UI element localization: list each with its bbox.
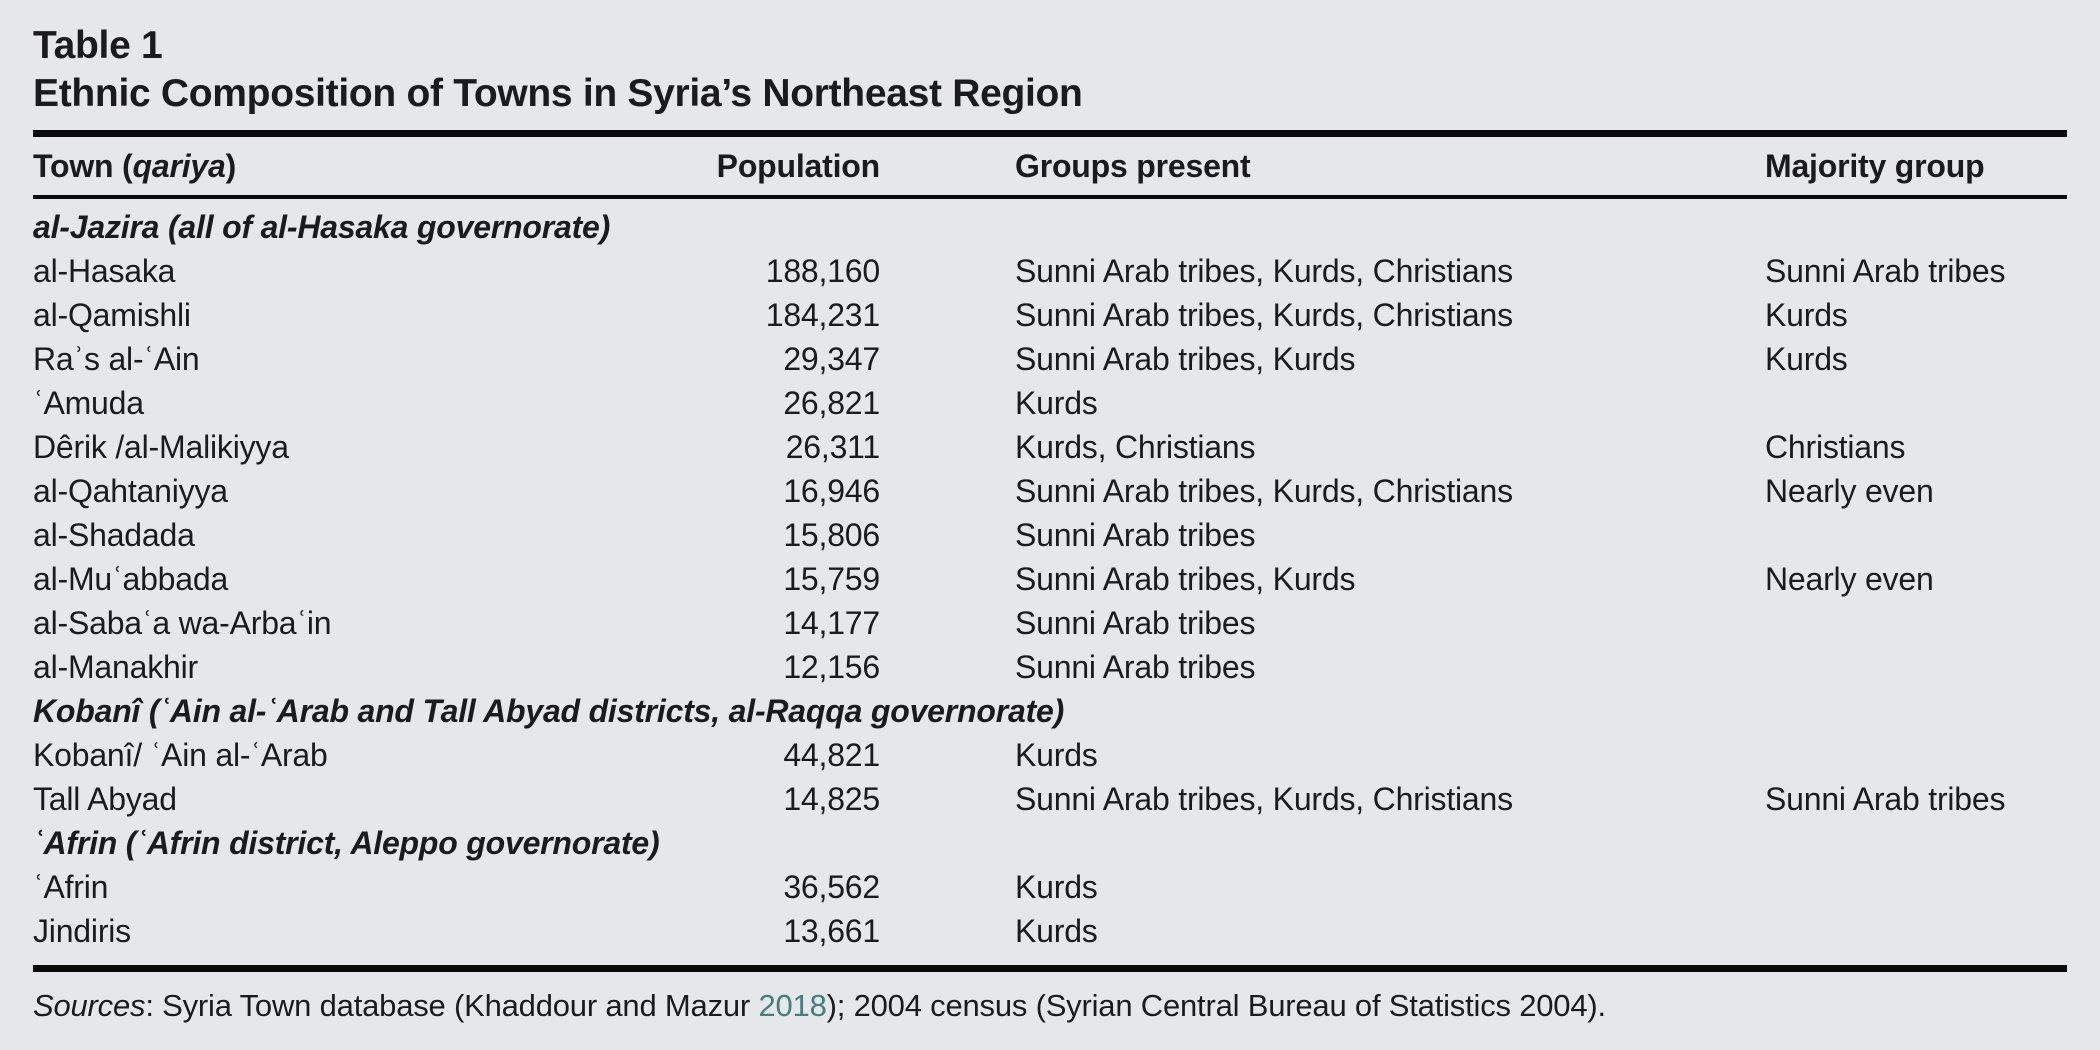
table-row xyxy=(33,601,2067,645)
table-title-block xyxy=(33,22,2067,118)
town-cell: al-Muʿabbada xyxy=(33,560,229,597)
population-cell: 16,946 xyxy=(783,472,880,509)
column-header-majority-group: Majority group xyxy=(1765,134,2067,198)
population-cell: 44,821 xyxy=(783,736,880,773)
sources-text-post: ); 2004 census (Syrian Central Bureau of Statistics 2004). xyxy=(826,988,1606,1023)
section-header-label: ʿAfrin (ʿAfrin district, Aleppo governorate) xyxy=(33,824,660,861)
population-cell: 14,825 xyxy=(783,780,880,817)
population-cell: 184,231 xyxy=(765,296,880,333)
groups-present-cell: Kurds xyxy=(1015,736,1098,773)
town-cell: al-Qamishli xyxy=(33,296,191,333)
town-cell: al-Shadada xyxy=(33,516,195,553)
section-header-row xyxy=(33,197,2067,249)
table-row xyxy=(33,909,2067,969)
population-cell: 15,759 xyxy=(783,560,880,597)
table-row xyxy=(33,425,2067,469)
town-cell: ʿAfrin xyxy=(33,868,109,905)
table-body xyxy=(33,197,2067,969)
majority-group-cell: Kurds xyxy=(1765,296,1848,333)
groups-present-cell: Sunni Arab tribes xyxy=(1015,516,1256,553)
majority-group-cell xyxy=(1765,381,2067,425)
sources-text-pre: : Syria Town database (Khaddour and Mazur xyxy=(145,988,759,1023)
table-row xyxy=(33,293,2067,337)
majority-group-cell: Christians xyxy=(1765,428,1906,465)
majority-group-cell xyxy=(1765,865,2067,909)
majority-group-cell: Kurds xyxy=(1765,340,1848,377)
column-header-town xyxy=(33,134,673,198)
town-cell: ʿAmuda xyxy=(33,384,144,421)
table-number: Table 1 xyxy=(33,24,163,67)
sources-label: Sources xyxy=(33,988,146,1023)
population-cell: 13,661 xyxy=(783,912,880,949)
groups-present-cell: Sunni Arab tribes xyxy=(1015,604,1256,641)
groups-present-cell: Sunni Arab tribes xyxy=(1015,648,1256,685)
section-header-row xyxy=(33,821,2067,865)
population-cell: 188,160 xyxy=(765,252,880,289)
table-row xyxy=(33,249,2067,293)
table-row xyxy=(33,733,2067,777)
town-cell: Raʾs al-ʿAin xyxy=(33,340,200,377)
groups-present-cell: Kurds, Christians xyxy=(1015,428,1256,465)
town-header-arabic-term: qariya xyxy=(132,147,226,184)
town-cell: al-Manakhir xyxy=(33,648,198,685)
town-cell: al-Hasaka xyxy=(33,252,176,289)
majority-group-cell: Sunni Arab tribes xyxy=(1765,780,2006,817)
groups-present-cell: Kurds xyxy=(1015,384,1098,421)
population-cell: 12,156 xyxy=(783,648,880,685)
section-header-row xyxy=(33,689,2067,733)
table-row xyxy=(33,865,2067,909)
town-cell: al-Qahtaniyya xyxy=(33,472,228,509)
table-row xyxy=(33,381,2067,425)
table-header-row xyxy=(33,134,2067,198)
population-cell: 14,177 xyxy=(783,604,880,641)
column-header-population: Population xyxy=(673,134,880,198)
majority-group-cell xyxy=(1765,601,2067,645)
town-cell: Dêrik /al-Malikiyya xyxy=(33,428,289,465)
town-header-suffix: ) xyxy=(225,147,237,184)
citation-year-link[interactable]: 2018 xyxy=(758,988,827,1023)
majority-group-cell xyxy=(1765,645,2067,689)
groups-present-cell: Sunni Arab tribes, Kurds xyxy=(1015,340,1356,377)
section-header-label: Kobanî (ʿAin al-ʿArab and Tall Abyad districts, al-Raqqa governorate) xyxy=(33,692,1065,729)
sources-note xyxy=(33,988,2067,1024)
majority-group-cell: Nearly even xyxy=(1765,560,1934,597)
town-cell: Tall Abyad xyxy=(33,780,177,817)
section-header-label: al-Jazira (all of al-Hasaka governorate) xyxy=(33,208,611,245)
table-row xyxy=(33,777,2067,821)
groups-present-cell: Sunni Arab tribes, Kurds, Christians xyxy=(1015,780,1513,817)
groups-present-cell: Sunni Arab tribes, Kurds, Christians xyxy=(1015,472,1513,509)
town-header-prefix: Town ( xyxy=(33,147,133,184)
groups-present-cell: Kurds xyxy=(1015,912,1098,949)
population-cell: 36,562 xyxy=(783,868,880,905)
majority-group-cell xyxy=(1765,909,2067,969)
town-cell: Kobanî/ ʿAin al-ʿArab xyxy=(33,736,328,773)
town-cell: Jindiris xyxy=(33,912,131,949)
groups-present-cell: Sunni Arab tribes, Kurds xyxy=(1015,560,1356,597)
population-cell: 26,821 xyxy=(783,384,880,421)
table-caption: Ethnic Composition of Towns in Syria’s Northeast Region xyxy=(33,72,1083,115)
groups-present-cell: Sunni Arab tribes, Kurds, Christians xyxy=(1015,252,1513,289)
majority-group-cell: Nearly even xyxy=(1765,472,1934,509)
table-row xyxy=(33,557,2067,601)
majority-group-cell xyxy=(1765,513,2067,557)
table-row xyxy=(33,513,2067,557)
table-row xyxy=(33,645,2067,689)
ethnic-composition-table xyxy=(33,130,2067,972)
population-cell: 15,806 xyxy=(783,516,880,553)
population-cell: 29,347 xyxy=(783,340,880,377)
majority-group-cell xyxy=(1765,733,2067,777)
groups-present-cell: Kurds xyxy=(1015,868,1098,905)
town-cell: al-Sabaʿa wa-Arbaʿin xyxy=(33,604,332,641)
groups-present-cell: Sunni Arab tribes, Kurds, Christians xyxy=(1015,296,1513,333)
column-header-groups-present: Groups present xyxy=(880,134,1765,198)
population-cell: 26,311 xyxy=(785,428,880,465)
table-row xyxy=(33,337,2067,381)
table-row xyxy=(33,469,2067,513)
majority-group-cell: Sunni Arab tribes xyxy=(1765,252,2006,289)
